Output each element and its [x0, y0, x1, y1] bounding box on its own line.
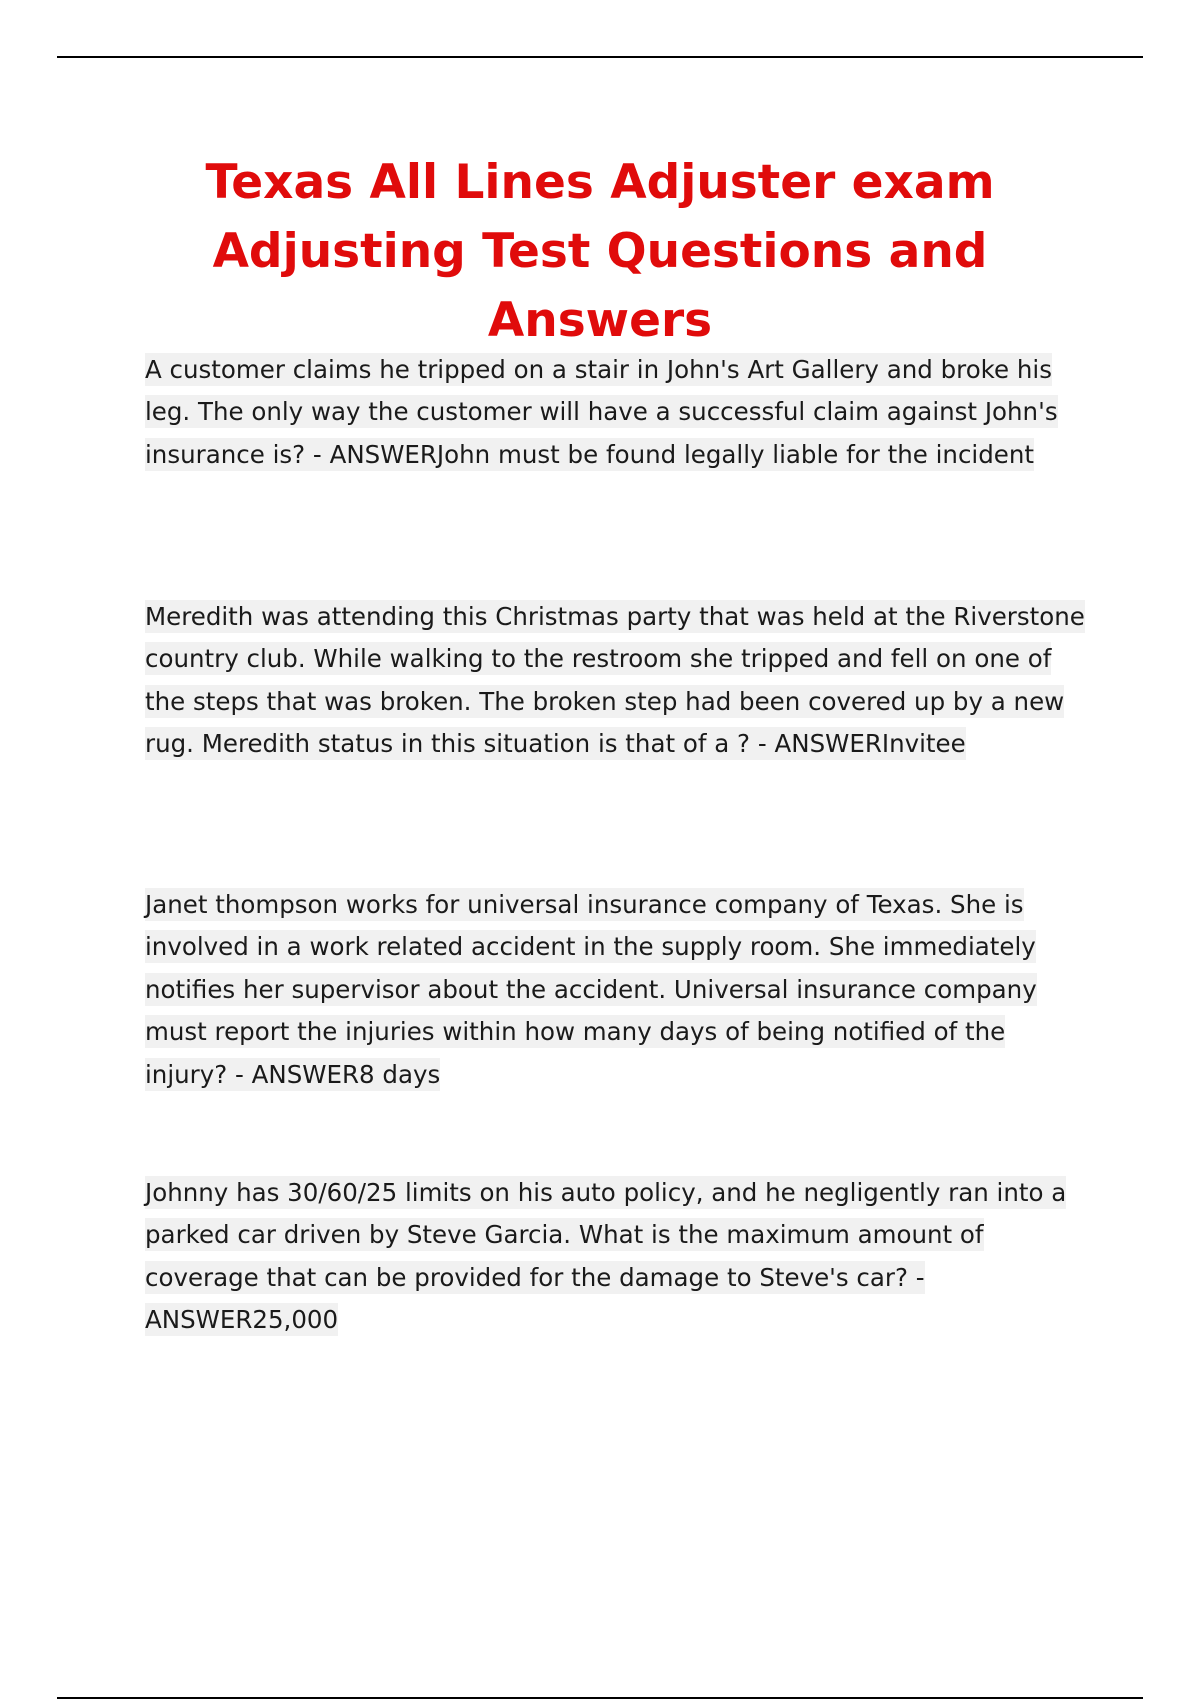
question-answer-text: Meredith was attending this Christmas party that was held at the Riverstone country club. While walking to the restroom she tripped and fell on one of the steps that was broken. The broken step had been covered up by a new rug. Meredith status in this situation is that of a ? - ANSWERInvitee: [145, 602, 1085, 759]
top-rule: [57, 56, 1143, 58]
question-answer-4: [145, 1172, 1090, 1342]
question-answer-3: [145, 884, 1090, 1096]
question-answer-2: [145, 596, 1090, 766]
question-answer-1: [145, 349, 1090, 476]
bottom-rule: [57, 1697, 1143, 1699]
document-title: Texas All Lines Adjuster exam Adjusting Test Questions and Answers: [205, 155, 995, 348]
question-answer-text: Johnny has 30/60/25 limits on his auto policy, and he negligently ran into a parked car driven by Steve Garcia. What is the maximum amount of coverage that can be provided for the damage to Steve's car? - ANSWER25,000: [145, 1178, 1067, 1335]
question-answer-text: A customer claims he tripped on a stair in John's Art Gallery and broke his leg. The only way the customer will have a successful claim against John's insurance is? - ANSWERJohn must be found legally liable for the incident: [145, 355, 1058, 469]
question-answer-text: Janet thompson works for universal insurance company of Texas. She is involved in a work related accident in the supply room. She immediately notifies her supervisor about the accident. Universal insurance company must report the injuries within how many days of being notified of the injury? - ANSWER8 days: [145, 890, 1037, 1089]
